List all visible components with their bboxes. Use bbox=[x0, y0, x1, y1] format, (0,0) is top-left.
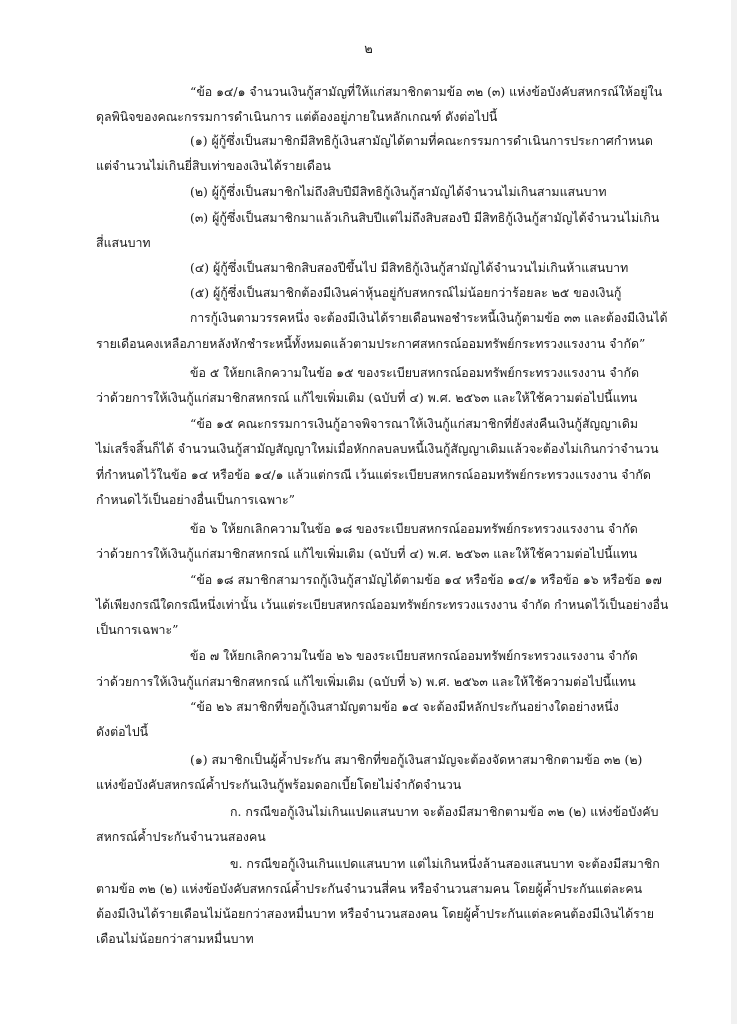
text-line: ข. กรณีขอกู้เงินเกินแปดแสนบาท แต่ไม่เกินหนึ่งล้านสองแสนบาท จะต้องมีสมาชิก bbox=[230, 856, 660, 871]
text-line: ว่าด้วยการให้เงินกู้แก่สมาชิกสหกรณ์ แก้ไขเพิ่มเติม (ฉบับที่ ๔) พ.ศ. ๒๕๖๓ และให้ใช้ความต่อไปนี้แทน bbox=[96, 390, 638, 405]
text-line: ก. กรณีขอกู้เงินไม่เกินแปดแสนบาท จะต้องมีสมาชิกตามข้อ ๓๒ (๒) แห่งข้อบังคับ bbox=[230, 804, 659, 819]
text-line: (๕) ผู้กู้ซึ่งเป็นสมาชิกต้องมีเงินค่าหุ้นอยู่กับสหกรณ์ไม่น้อยกว่าร้อยละ ๒๕ ของเงินกู้ bbox=[190, 285, 622, 300]
text-line: ข้อ ๗ ให้ยกเลิกความในข้อ ๒๖ ของระเบียบสหกรณ์ออมทรัพย์กระทรวงแรงงาน จำกัด bbox=[190, 648, 638, 663]
text-line: แห่งข้อบังคับสหกรณ์ค้ำประกันเงินกู้พร้อมดอกเบี้ยโดยไม่จำกัดจำนวน bbox=[96, 777, 462, 792]
text-line: ไม่เสร็จสิ้นก็ได้ จำนวนเงินกู้สามัญสัญญาใหม่เมื่อหักกลบลบหนี้เงินกู้สัญญาเดิมแล้วจะต้องไม่เกินกว่าจำนวน bbox=[96, 441, 659, 456]
text-line: ดุลพินิจของคณะกรรมการดำเนินการ แต่ต้องอยู่ภายในหลักเกณฑ์ ดังต่อไปนี้ bbox=[96, 109, 498, 124]
text-line: ต้องมีเงินได้รายเดือนไม่น้อยกว่าสองหมื่นบาท หรือจำนวนสองคน โดยผู้ค้ำประกันแต่ละคนต้องมีเงินได้ราย bbox=[96, 906, 654, 921]
text-line: (๔) ผู้กู้ซึ่งเป็นสมาชิกสิบสองปีขึ้นไป มีสิทธิกู้เงินกู้สามัญได้จำนวนไม่เกินห้าแสนบาท bbox=[190, 260, 629, 275]
text-line: ได้เพียงกรณีใดกรณีหนึ่งเท่านั้น เว้นแต่ระเบียบสหกรณ์ออมทรัพย์กระทรวงแรงงาน จำกัด กำหนดไว้เป็นอย่างอื่น bbox=[96, 597, 669, 612]
text-line: สหกรณ์ค้ำประกันจำนวนสองคน bbox=[96, 829, 266, 844]
text-line: “ข้อ ๒๖ สมาชิกที่ขอกู้เงินสามัญตามข้อ ๑๔ จะต้องมีหลักประกันอย่างใดอย่างหนึ่ง bbox=[190, 699, 619, 714]
page-edge bbox=[731, 0, 737, 1024]
text-line: ข้อ ๕ ให้ยกเลิกความในข้อ ๑๕ ของระเบียบสหกรณ์ออมทรัพย์กระทรวงแรงงาน จำกัด bbox=[190, 365, 640, 380]
text-line: (๒) ผู้กู้ซึ่งเป็นสมาชิกไม่ถึงสิบปีมีสิทธิกู้เงินกู้สามัญได้จำนวนไม่เกินสามแสนบาท bbox=[190, 184, 607, 199]
text-line: “ข้อ ๑๕ คณะกรรมการเงินกู้อาจพิจารณาให้เงินกู้แก่สมาชิกที่ยังส่งคืนเงินกู้สัญญาเดิม bbox=[190, 416, 639, 431]
text-line: “ข้อ ๑๘ สมาชิกสามารถกู้เงินกู้สามัญได้ตามข้อ ๑๔ หรือข้อ ๑๔/๑ หรือข้อ ๑๖ หรือข้อ ๑๗ bbox=[190, 572, 662, 587]
text-line: ดังต่อไปนี้ bbox=[96, 724, 149, 739]
text-line: ว่าด้วยการให้เงินกู้แก่สมาชิกสหกรณ์ แก้ไขเพิ่มเติม (ฉบับที่ ๖) พ.ศ. ๒๕๖๓ และให้ใช้ความต่อไปนี้แทน bbox=[96, 674, 636, 689]
text-line: ตามข้อ ๓๒ (๒) แห่งข้อบังคับสหกรณ์ค้ำประกันจำนวนสี่คน หรือจำนวนสามคน โดยผู้ค้ำประกันแต่ละคน bbox=[96, 881, 643, 896]
text-line: สี่แสนบาท bbox=[96, 235, 151, 250]
text-line: เป็นการเฉพาะ” bbox=[96, 622, 179, 637]
text-line: (๓) ผู้กู้ซึ่งเป็นสมาชิกมาแล้วเกินสิบปีแต่ไม่ถึงสิบสองปี มีสิทธิกู้เงินกู้สามัญได้จำนวนไม่เกิน bbox=[190, 210, 660, 225]
text-line: เดือนไม่น้อยกว่าสามหมื่นบาท bbox=[96, 931, 254, 946]
text-line: ว่าด้วยการให้เงินกู้แก่สมาชิกสหกรณ์ แก้ไขเพิ่มเติม (ฉบับที่ ๔) พ.ศ. ๒๕๖๓ และให้ใช้ความต่อไปนี้แทน bbox=[96, 546, 638, 561]
text-line: กำหนดไว้เป็นอย่างอื่นเป็นการเฉพาะ” bbox=[96, 492, 296, 507]
text-line: แต่จำนวนไม่เกินยี่สิบเท่าของเงินได้รายเดือน bbox=[96, 158, 331, 173]
text-line: ข้อ ๖ ให้ยกเลิกความในข้อ ๑๘ ของระเบียบสหกรณ์ออมทรัพย์กระทรวงแรงงาน จำกัด bbox=[190, 521, 638, 536]
text-line: “ข้อ ๑๔/๑ จำนวนเงินกู้สามัญที่ให้แก่สมาชิกตามข้อ ๓๒ (๓) แห่งข้อบังคับสหกรณ์ให้อยู่ใน bbox=[190, 84, 663, 99]
text-line: (๑) สมาชิกเป็นผู้ค้ำประกัน สมาชิกที่ขอกู้เงินสามัญจะต้องจัดหาสมาชิกตามข้อ ๓๒ (๒) bbox=[190, 752, 643, 767]
text-line: ที่กำหนดไว้ในข้อ ๑๔ หรือข้อ ๑๔/๑ แล้วแต่กรณี เว้นแต่ระเบียบสหกรณ์ออมทรัพย์กระทรวงแรงงาน จำกัด bbox=[96, 467, 651, 482]
text-line: รายเดือนคงเหลือภายหลังหักชำระหนี้ทั้งหมดแล้วตามประกาศสหกรณ์ออมทรัพย์กระทรวงแรงงาน จำกัด” bbox=[96, 336, 646, 351]
text-line: (๑) ผู้กู้ซึ่งเป็นสมาชิกมีสิทธิกู้เงินสามัญได้ตามที่คณะกรรมการดำเนินการประกาศกำหนด bbox=[190, 133, 653, 148]
text-line: การกู้เงินตามวรรคหนึ่ง จะต้องมีเงินได้รายเดือนพอชำระหนี้เงินกู้ตามข้อ ๓๓ และต้องมีเงินได้ bbox=[190, 310, 668, 325]
page-number: ๒ bbox=[364, 42, 373, 57]
